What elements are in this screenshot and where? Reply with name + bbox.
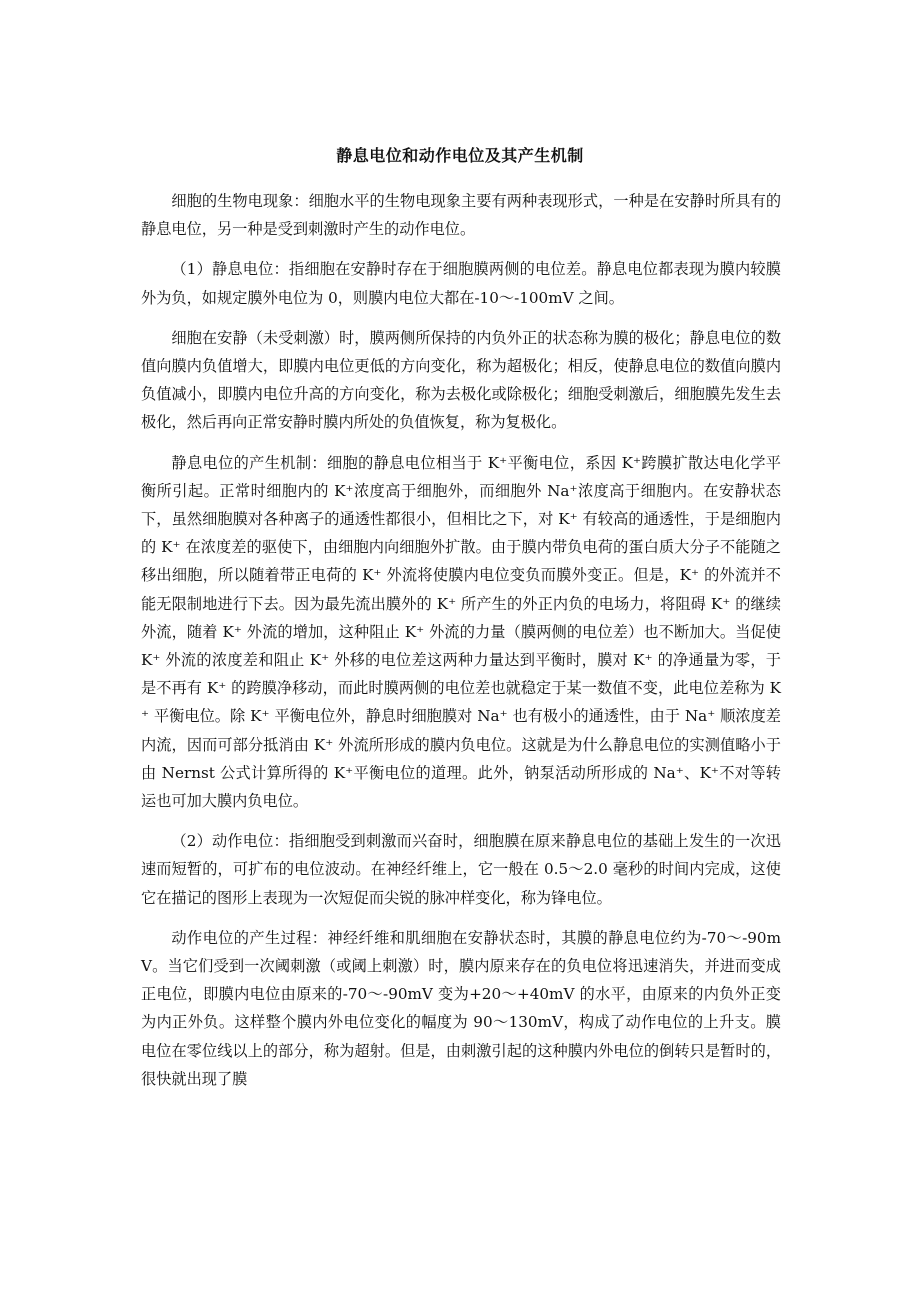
paragraph-action-potential-process: 动作电位的产生过程：神经纤维和肌细胞在安静状态时，其膜的静息电位约为-70～-90mV。当它们受到一次阈刺激（或阈上刺激）时，膜内原来存在的负电位将迅速消失，并进而变成正电位，即膜内电位由原来的-70～-90mV 变为+20～+40mV 的水平，由原来的内负外正变为内正外负。这样整个膜内外电位变化的幅度为 90～130mV，构成了动作电位的上升支。膜电位在零位线以上的部分，称为超射。但是，由刺激引起的这种膜内外电位的倒转只是暂时的，很快就出现了膜 bbox=[141, 928, 781, 1088]
paragraph-action-potential-definition: （2）动作电位：指细胞受到刺激而兴奋时，细胞膜在原来静息电位的基础上发生的一次迅速而短暂的，可扩布的电位波动。在神经纤维上，它一般在 0.5～2.0 毫秒的时间内完成，这使它在描记的图形上表现为一次短促而尖锐的脉冲样变化，称为锋电位。 bbox=[141, 832, 781, 907]
document-body bbox=[141, 187, 781, 1105]
paragraph-intro: 细胞的生物电现象：细胞水平的生物电现象主要有两种表现形式，一种是在安静时所具有的静息电位，另一种是受到刺激时产生的动作电位。 bbox=[141, 192, 781, 239]
paragraph-polarization-terms: 细胞在安静（未受刺激）时，膜两侧所保持的内负外正的状态称为膜的极化；静息电位的数值向膜内负值增大，即膜内电位更低的方向变化，称为超极化；相反，使静息电位的数值向膜内负值减小，即膜内电位升高的方向变化，称为去极化或除极化；细胞受刺激后，细胞膜先发生去极化，然后再向正常安静时膜内所处的负值恢复，称为复极化。 bbox=[141, 328, 781, 432]
paragraph-resting-mechanism: 静息电位的产生机制：细胞的静息电位相当于 K⁺平衡电位，系因 K⁺跨膜扩散达电化学平衡所引起。正常时细胞内的 K⁺浓度高于细胞外，而细胞外 Na⁺浓度高于细胞内。在安静状态下，虽然细胞膜对各种离子的通透性都很小，但相比之下，对 K⁺ 有较高的通透性，于是细胞内的 K⁺ 在浓度差的驱使下，由细胞内向细胞外扩散。由于膜内带负电荷的蛋白质大分子不能随之移出细胞，所以随着带正电荷的 K⁺ 外流将使膜内电位变负而膜外变正。但是，K⁺ 的外流并不能无限制地进行下去。因为最先流出膜外的 K⁺ 所产生的外正内负的电场力，将阻碍 K⁺ 的继续外流，随着 K⁺ 外流的增加，这种阻止 K⁺ 外流的力量（膜两侧的电位差）也不断加大。当促使 K⁺ 外流的浓度差和阻止 K⁺ 外移的电位差这两种力量达到平衡时，膜对 K⁺ 的净通量为零，于是不再有 K⁺ 的跨膜净移动，而此时膜两侧的电位差也就稳定于某一数值不变，此电位差称为 K⁺ 平衡电位。除 K⁺ 平衡电位外，静息时细胞膜对 Na⁺ 也有极小的通透性，由于 Na⁺ 顺浓度差内流，因而可部分抵消由 K⁺ 外流所形成的膜内负电位。这就是为什么静息电位的实测值略小于由 Nernst 公式计算所得的 K⁺平衡电位的道理。此外，钠泵活动所形成的 Na⁺、K⁺不对等转运也可加大膜内负电位。 bbox=[141, 453, 781, 811]
paragraph-resting-potential-definition: （1）静息电位：指细胞在安静时存在于细胞膜两侧的电位差。静息电位都表现为膜内较膜外为负，如规定膜外电位为 0，则膜内电位大都在-10～-100mV 之间。 bbox=[141, 260, 781, 307]
document-title: 静息电位和动作电位及其产生机制 bbox=[336, 146, 584, 165]
